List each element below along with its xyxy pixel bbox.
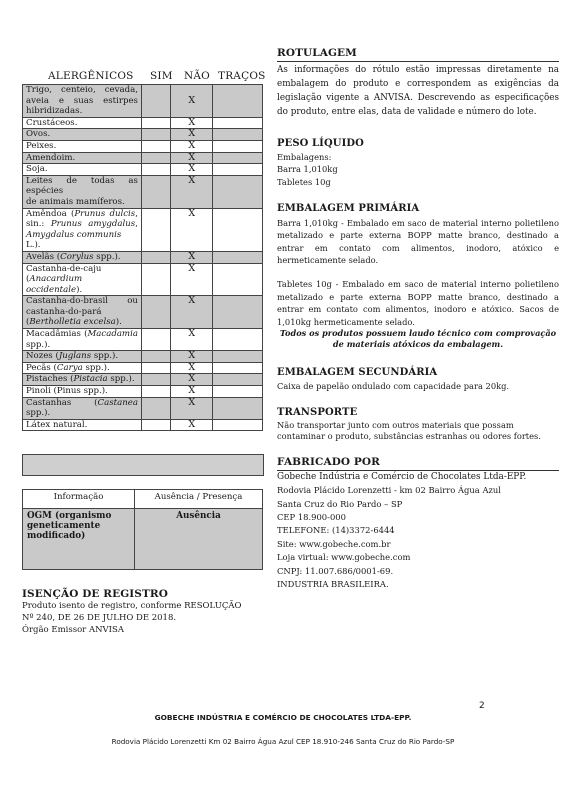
allergen-name-line: Pecãs (Carya spp.). (26, 362, 110, 373)
allergen-name-cell (23, 397, 142, 419)
peso-line: Barra 1,010kg (277, 164, 338, 175)
gmo-table (22, 489, 263, 570)
allergen-tracos-cell (213, 419, 263, 431)
allergen-nao-cell: X (171, 208, 213, 251)
allergen-nao-cell: X (171, 296, 213, 329)
allergen-table-footer-bar (22, 454, 264, 476)
allergen-sim-cell (141, 263, 170, 296)
allergen-name-line: Amêndoa (Prunus dulcis, (26, 208, 138, 219)
registro-section (22, 588, 262, 636)
rotulagem-underline (277, 61, 559, 62)
secundaria-section (277, 366, 559, 392)
table-row (23, 85, 263, 118)
allergen-tracos-cell (213, 362, 263, 374)
allergen-tracos-cell (213, 386, 263, 398)
allergen-tracos-cell (213, 296, 263, 329)
table-row (23, 164, 263, 176)
allergen-name-line: Castanhas (Castanea (26, 397, 138, 408)
allergen-name-cell (23, 263, 142, 296)
allergen-name-cell (23, 296, 142, 329)
allergen-nao-cell: X (171, 129, 213, 141)
fabricado-line: TELEFONE: (14)3372-6444 (277, 525, 395, 536)
primaria-title: EMBALAGEM PRIMÁRIA (277, 203, 420, 214)
allergen-name-line: hibridizadas. (26, 106, 83, 117)
allergen-sim-cell (141, 175, 170, 208)
table-row (23, 362, 263, 374)
rotulagem-title: ROTULAGEM (277, 47, 357, 59)
footer-company: GOBECHE INDÚSTRIA E COMÉRCIO DE CHOCOLATES LTDA-EPP. (154, 713, 412, 722)
allergen-name-line: Macadâmias (Macadamia (26, 329, 138, 340)
allergen-nao-cell: X (171, 397, 213, 419)
allergen-name-line: Leites de todas as espécies (26, 175, 138, 197)
gmo-info-line: modificado) (27, 531, 86, 541)
primaria-note: Todos os produtos possuem laudo técnico com comprovação de materiais atóxicos da embalagem. (279, 328, 557, 350)
allergen-name-cell (23, 164, 142, 176)
allergen-name-cell (23, 374, 142, 386)
allergen-table-header (22, 70, 266, 85)
allergen-nao-cell: X (171, 329, 213, 351)
transporte-title: TRANSPORTE (277, 407, 358, 418)
allergen-name-cell (23, 152, 142, 164)
primaria-paragraph-2: Tabletes 10g - Embalado em saco de material interno polietileno metalizado e parte externa BOPP matte branco, destinado a entrar em contato com alimentos, inodoro e atóxico. Sacos de 1,010kg hermeticamente selado. (277, 279, 559, 327)
primaria-paragraph-1: Barra 1,010kg - Embalado em saco de material interno polietileno metalizado e parte externa BOPP matte branco, destinado a entrar em contato com alimentos, inodoro, atóxico e hermeticamente selado. (277, 217, 559, 266)
allergen-name-line: Castanha-do-brasil ou (26, 296, 138, 307)
allergen-name-cell (23, 329, 142, 351)
peso-line: Tabletes 10g (277, 176, 331, 187)
allergen-name-cell (23, 208, 142, 251)
allergen-nao-cell: X (171, 386, 213, 398)
allergen-sim-cell (141, 351, 170, 363)
allergen-sim-cell (141, 374, 170, 386)
allergen-sim-cell (141, 296, 170, 329)
page-number: 2 (479, 701, 485, 711)
allergen-nao-cell: X (171, 140, 213, 152)
allergen-name-line: Soja. (26, 164, 48, 175)
allergen-sim-cell (141, 329, 170, 351)
header-tracos: TRAÇOS (218, 70, 266, 82)
allergen-name-line: Pinoli (Pinus spp.). (26, 386, 108, 397)
allergen-nao-cell: X (171, 419, 213, 431)
fabricado-section (277, 456, 559, 591)
allergen-name-cell (23, 140, 142, 152)
table-row (23, 208, 263, 251)
allergen-nao-cell: X (171, 85, 213, 118)
table-row (23, 117, 263, 129)
allergen-nao-cell: X (171, 374, 213, 386)
allergen-sim-cell (141, 397, 170, 419)
allergen-name-cell (23, 251, 142, 263)
gmo-header-info: Informação (23, 490, 135, 509)
allergen-name-line: Trigo, centeio, cevada, (26, 85, 138, 95)
allergen-tracos-cell (213, 374, 263, 386)
allergen-name-line: aveia e suas estirpes (26, 95, 138, 106)
allergen-nao-cell: X (171, 362, 213, 374)
allergen-name-cell (23, 175, 142, 208)
allergen-name-line: Látex natural. (26, 419, 88, 430)
allergen-nao-cell: X (171, 351, 213, 363)
allergen-nao-cell: X (171, 117, 213, 129)
allergen-name-line: Peixes. (26, 140, 57, 151)
allergen-tracos-cell (213, 117, 263, 129)
header-alergenicos: ALERGÊNICOS (48, 70, 134, 82)
allergen-sim-cell (141, 419, 170, 431)
allergen-sim-cell (141, 362, 170, 374)
allergen-name-cell (23, 117, 142, 129)
fabricado-line: Rodovia Plácido Lorenzetti - km 02 Bairro Água Azul (277, 485, 501, 496)
registro-line: Nº 240, DE 26 DE JULHO DE 2018. (22, 613, 177, 623)
table-row (23, 129, 263, 141)
registro-title: ISENÇÃO DE REGISTRO (22, 588, 168, 600)
allergen-name-line: Ovos. (26, 129, 51, 140)
allergen-tracos-cell (213, 164, 263, 176)
allergen-name-cell (23, 386, 142, 398)
gmo-value-cell: Ausência (135, 509, 263, 570)
fabricado-lines (277, 471, 559, 592)
transporte-section (277, 406, 559, 443)
allergen-name-cell (23, 351, 142, 363)
allergen-tracos-cell (213, 175, 263, 208)
fabricado-line: Santa Cruz do Rio Pardo – SP (277, 498, 403, 509)
allergen-tracos-cell (213, 329, 263, 351)
allergen-name-cell (23, 419, 142, 431)
allergen-nao-cell: X (171, 164, 213, 176)
table-row (23, 251, 263, 263)
header-sim: SIM (150, 70, 173, 82)
table-row (23, 175, 263, 208)
allergen-tracos-cell (213, 152, 263, 164)
allergen-name-line: (Anacardium occidentale). (26, 274, 83, 295)
table-row (23, 329, 263, 351)
table-row (23, 397, 263, 419)
allergen-sim-cell (141, 152, 170, 164)
table-row (23, 374, 263, 386)
allergen-nao-cell: X (171, 263, 213, 296)
allergen-tracos-cell (213, 397, 263, 419)
table-row (23, 296, 263, 329)
allergen-sim-cell (141, 208, 170, 251)
allergen-name-line: Amygdalus communis L.). (26, 229, 122, 251)
allergen-tracos-cell (213, 129, 263, 141)
allergen-sim-cell (141, 140, 170, 152)
fabricado-line: Site: www.gobeche.com.br (277, 538, 391, 549)
allergen-tracos-cell (213, 263, 263, 296)
gmo-info-line: OGM (organismo (27, 511, 112, 521)
table-row (23, 419, 263, 431)
allergen-name-cell (23, 362, 142, 374)
secundaria-title: EMBALAGEM SECUNDÁRIA (277, 367, 438, 378)
gmo-header-presence: Ausência / Presença (135, 490, 263, 509)
allergen-name-line: Crustáceos. (26, 117, 78, 128)
secundaria-text: Caixa de papelão ondulado com capacidade para 20kg. (277, 380, 510, 391)
table-row (23, 351, 263, 363)
allergen-name-cell (23, 85, 142, 118)
allergen-sim-cell (141, 129, 170, 141)
fabricado-title: FABRICADO POR (277, 456, 380, 468)
allergen-name-line: Avelãs (Corylus spp.). (26, 251, 121, 262)
allergen-tracos-cell (213, 140, 263, 152)
fabricado-line: Loja virtual: www.gobeche.com (277, 552, 411, 563)
allergen-sim-cell (141, 164, 170, 176)
rotulagem-text: As informações do rótulo estão impressas diretamente na embalagem do produto e correspondem as exigências da legislação vigente a ANVISA. Descrevendo as especificações do produto, entre elas, data de validade e número do lote. (277, 64, 559, 118)
allergen-name-line: de animais mamíferos. (26, 196, 125, 207)
footer-address: Rodovia Plácido Lorenzetti Km 02 Bairro Água Azul CEP 18.910-246 Santa Cruz do Rio Pardo-SP (111, 737, 455, 746)
allergen-tracos-cell (213, 85, 263, 118)
peso-section (277, 137, 559, 189)
allergen-name-line: spp.). (26, 339, 51, 350)
allergen-name-line: (Bertholletia excelsa). (26, 317, 122, 328)
peso-title: PESO LÍQUIDO (277, 138, 364, 149)
fabricado-line: CNPJ: 11.007.686/0001-69. (277, 565, 394, 576)
gmo-info-line: geneticamente (27, 521, 101, 531)
allergen-nao-cell: X (171, 175, 213, 208)
fabricado-line: Gobeche Indústria e Comércio de Chocolates Ltda-EPP. (277, 471, 527, 482)
transporte-text: Não transportar junto com outros materiais que possam contaminar o produto, substâncias estranhas ou odores fortes. (277, 419, 541, 442)
rotulagem-section (277, 47, 559, 120)
registro-line: Produto isento de registro, conforme RESOLUÇÃO (22, 601, 242, 611)
allergen-tracos-cell (213, 208, 263, 251)
table-row (23, 152, 263, 164)
table-row (23, 386, 263, 398)
table-row (23, 263, 263, 296)
allergen-name-line: Nozes (Juglans spp.). (26, 351, 119, 362)
registro-line: Órgão Emissor ANVISA (22, 625, 124, 635)
allergen-name-line: castanha-do-pará (26, 306, 102, 317)
allergen-nao-cell: X (171, 251, 213, 263)
allergen-sim-cell (141, 386, 170, 398)
allergen-name-cell (23, 129, 142, 141)
allergen-name-line: Castanha-de-caju (26, 263, 102, 274)
fabricado-line: INDUSTRIA BRASILEIRA. (277, 579, 389, 590)
allergen-tracos-cell (213, 351, 263, 363)
header-nao: NÃO (184, 70, 210, 82)
primaria-section (277, 202, 559, 350)
allergen-name-line: spp.). (26, 408, 51, 419)
fabricado-line: CEP 18.900-000 (277, 512, 346, 523)
gmo-info-cell (23, 509, 135, 570)
allergen-sim-cell (141, 85, 170, 118)
table-row (23, 140, 263, 152)
allergen-name-line: Amendoim. (26, 152, 76, 163)
allergen-sim-cell (141, 117, 170, 129)
allergen-table (22, 84, 263, 431)
allergen-nao-cell: X (171, 152, 213, 164)
peso-line: Embalagens: (277, 151, 332, 162)
allergen-name-line: Pistaches (Pistacia spp.). (26, 374, 135, 385)
allergen-tracos-cell (213, 251, 263, 263)
allergen-name-line: sin.: Prunus amygdalus, (26, 219, 138, 230)
allergen-sim-cell (141, 251, 170, 263)
